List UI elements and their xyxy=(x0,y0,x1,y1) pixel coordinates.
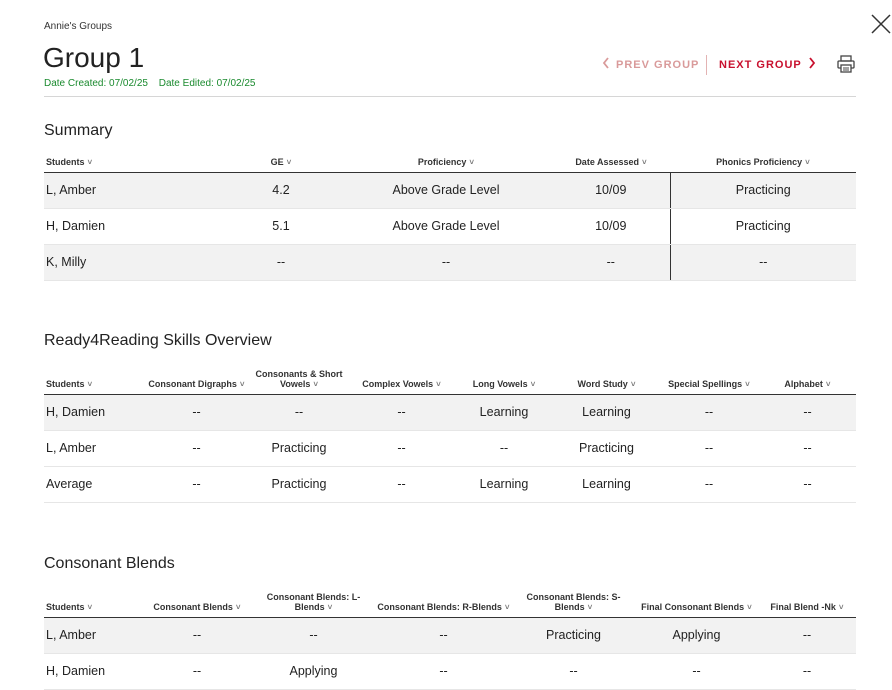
sort-icon: ˅ xyxy=(313,379,319,389)
sort-icon: ˅ xyxy=(469,157,475,167)
sort-icon: ˅ xyxy=(327,602,333,612)
sort-icon: ˅ xyxy=(587,602,593,612)
table-cell: -- xyxy=(659,394,759,430)
table-cell: Practicing xyxy=(554,430,659,466)
table-cell: Learning xyxy=(554,466,659,502)
table-cell: Practicing xyxy=(249,466,349,502)
table-row xyxy=(44,653,856,689)
student-name[interactable]: L, Amber xyxy=(44,617,142,653)
col-l-blends[interactable]: Consonant Blends: L-Blends ˅ xyxy=(252,585,375,617)
table-cell: -- xyxy=(759,466,856,502)
table-row xyxy=(44,430,856,466)
col-r-blends[interactable]: Consonant Blends: R-Blends ˅ xyxy=(375,585,512,617)
page-title: Group 1 xyxy=(43,42,145,73)
table-cell: 5.1 xyxy=(222,208,340,244)
col-students[interactable]: Students ˅ xyxy=(44,362,144,394)
col-date-assessed[interactable]: Date Assessed ˅ xyxy=(552,150,670,172)
table-cell: -- xyxy=(758,653,856,689)
sort-icon: ˅ xyxy=(436,379,441,389)
table-cell: -- xyxy=(659,430,759,466)
sort-icon: ˅ xyxy=(530,379,536,389)
table-cell: 10/09 xyxy=(552,208,670,244)
col-students[interactable]: Students ˅ xyxy=(44,585,142,617)
col-word-study[interactable]: Word Study ˅ xyxy=(554,362,659,394)
sort-icon: ˅ xyxy=(87,157,93,167)
header-divider xyxy=(44,96,856,97)
table-cell: -- xyxy=(375,617,512,653)
col-special-spellings[interactable]: Special Spellings ˅ xyxy=(659,362,759,394)
table-cell: -- xyxy=(659,466,759,502)
sort-icon: ˅ xyxy=(504,602,510,612)
col-complex-vowels[interactable]: Complex Vowels ˅ xyxy=(349,362,454,394)
table-row xyxy=(44,172,856,208)
table-row xyxy=(44,466,856,502)
student-name[interactable]: L, Amber xyxy=(44,430,144,466)
sort-icon: ˅ xyxy=(235,602,241,612)
table-cell: -- xyxy=(144,430,249,466)
table-cell: -- xyxy=(144,394,249,430)
table-cell: Learning xyxy=(554,394,659,430)
col-long-vowels[interactable]: Long Vowels ˅ xyxy=(454,362,554,394)
sort-icon: ˅ xyxy=(805,157,810,167)
table-row xyxy=(44,394,856,430)
sort-icon: ˅ xyxy=(825,379,831,389)
table-row xyxy=(44,617,856,653)
col-alphabet[interactable]: Alphabet ˅ xyxy=(759,362,856,394)
breadcrumb[interactable]: Annie's Groups xyxy=(44,21,113,32)
col-consonant-blends[interactable]: Consonant Blends ˅ xyxy=(142,585,252,617)
date-edited: Date Edited: 07/02/25 xyxy=(158,78,256,89)
table-cell: Applying xyxy=(635,617,758,653)
table-cell: Practicing xyxy=(512,617,635,653)
col-final-blend-nk[interactable]: Final Blend -Nk ˅ xyxy=(758,585,856,617)
date-created: Date Created: 07/02/25 xyxy=(44,78,148,89)
table-cell: -- xyxy=(552,244,670,280)
table-cell: -- xyxy=(670,244,856,280)
table-cell: Above Grade Level xyxy=(340,172,552,208)
table-cell: Practicing xyxy=(249,430,349,466)
next-group-label: NEXT GROUP xyxy=(719,58,802,71)
table-row xyxy=(44,244,856,280)
table-cell: 10/09 xyxy=(552,172,670,208)
table-cell: -- xyxy=(375,653,512,689)
print-icon[interactable] xyxy=(836,54,856,74)
student-name[interactable]: H, Damien xyxy=(44,394,144,430)
nav-divider xyxy=(706,55,707,75)
table-cell: Applying xyxy=(252,653,375,689)
table-cell: -- xyxy=(142,617,252,653)
table-cell: -- xyxy=(759,430,856,466)
student-name[interactable]: H, Damien xyxy=(44,208,222,244)
table-cell: Practicing xyxy=(670,172,856,208)
col-students[interactable]: Students ˅ xyxy=(44,150,222,172)
student-name[interactable]: K, Milly xyxy=(44,244,222,280)
table-cell: -- xyxy=(349,394,454,430)
col-s-blends[interactable]: Consonant Blends: S-Blends ˅ xyxy=(512,585,635,617)
prev-group-button[interactable] xyxy=(602,57,699,72)
blends-title: Consonant Blends xyxy=(44,555,175,572)
col-proficiency[interactable]: Proficiency ˅ xyxy=(340,150,552,172)
sort-icon: ˅ xyxy=(286,157,292,167)
table-cell: Learning xyxy=(454,466,554,502)
col-ge[interactable]: GE ˅ xyxy=(222,150,340,172)
chevron-right-icon xyxy=(808,57,816,72)
skills-table xyxy=(44,362,856,503)
student-name[interactable]: L, Amber xyxy=(44,172,222,208)
col-consonants-short-vowels[interactable]: Consonants & Short Vowels ˅ xyxy=(249,362,349,394)
table-cell: -- xyxy=(758,617,856,653)
table-cell: -- xyxy=(635,653,758,689)
sort-icon: ˅ xyxy=(642,157,647,167)
group-dates xyxy=(44,78,256,89)
table-cell: -- xyxy=(252,617,375,653)
table-row xyxy=(44,208,856,244)
blends-table xyxy=(44,585,856,690)
table-cell: -- xyxy=(144,466,249,502)
next-group-button[interactable] xyxy=(719,57,816,72)
table-cell: -- xyxy=(349,466,454,502)
table-cell: Above Grade Level xyxy=(340,208,552,244)
col-final-consonant-blends[interactable]: Final Consonant Blends ˅ xyxy=(635,585,758,617)
sort-icon: ˅ xyxy=(630,379,636,389)
skills-title: Ready4Reading Skills Overview xyxy=(44,332,272,349)
student-name[interactable]: H, Damien xyxy=(44,653,142,689)
sort-icon: ˅ xyxy=(87,602,93,612)
sort-icon: ˅ xyxy=(239,379,245,389)
sort-icon: ˅ xyxy=(87,379,93,389)
summary-title: Summary xyxy=(44,122,113,139)
table-cell: -- xyxy=(222,244,340,280)
table-cell: -- xyxy=(512,653,635,689)
summary-table xyxy=(44,150,856,281)
col-consonant-digraphs[interactable]: Consonant Digraphs ˅ xyxy=(144,362,249,394)
table-cell: 4.2 xyxy=(222,172,340,208)
table-cell: -- xyxy=(759,394,856,430)
prev-group-label: PREV GROUP xyxy=(616,58,700,71)
col-phonics-proficiency[interactable]: Phonics Proficiency ˅ xyxy=(670,150,856,172)
sort-icon: ˅ xyxy=(838,602,844,612)
sort-icon: ˅ xyxy=(745,379,750,389)
table-cell: -- xyxy=(349,430,454,466)
row-label-average: Average xyxy=(44,466,144,502)
close-icon[interactable] xyxy=(870,13,892,35)
table-cell: -- xyxy=(142,653,252,689)
table-cell: -- xyxy=(340,244,552,280)
table-cell: Practicing xyxy=(670,208,856,244)
sort-icon: ˅ xyxy=(747,602,752,612)
chevron-left-icon xyxy=(602,57,610,72)
table-cell: -- xyxy=(249,394,349,430)
table-cell: Learning xyxy=(454,394,554,430)
table-cell: -- xyxy=(454,430,554,466)
